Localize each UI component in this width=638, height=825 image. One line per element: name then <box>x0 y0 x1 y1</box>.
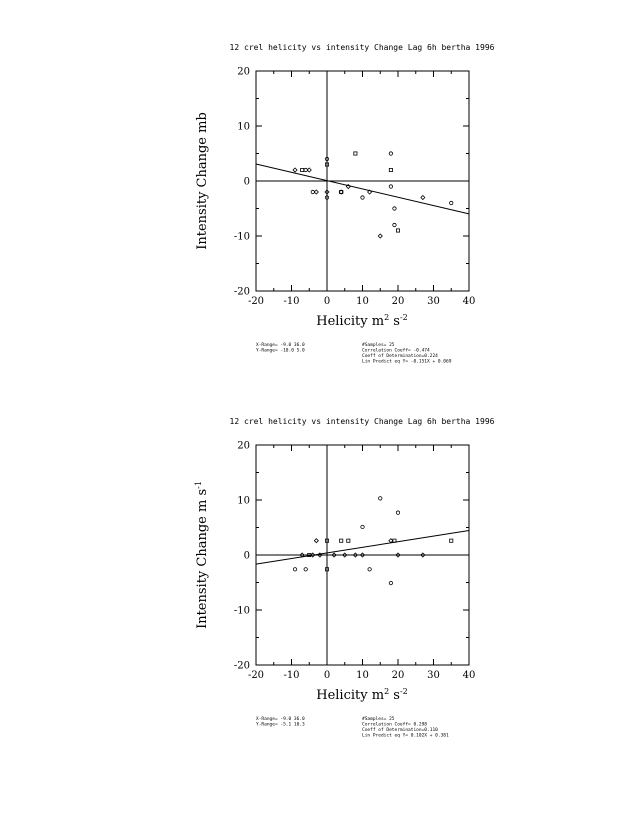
chart-1-regression-line <box>256 164 469 214</box>
chart-1-y-tick-label: -10 <box>233 231 250 243</box>
chart-1-x-axis-title <box>316 313 408 329</box>
chart-1-data-point <box>393 207 396 210</box>
chart-2-x-tick-label: 20 <box>391 670 405 681</box>
chart-1-x-tick-label: 40 <box>462 296 476 307</box>
chart-2-ylabel: Intensity Change m s <box>195 488 210 629</box>
chart-1-data-point <box>389 168 392 171</box>
chart-1-x-tick-label: 20 <box>391 296 405 307</box>
chart-1-x-tick-label: -10 <box>283 296 300 307</box>
chart-1-stats-right-line: #Samples= 25 <box>362 343 395 348</box>
chart-2-stats-left-line: Y-Range= -5.1 10.3 <box>256 722 305 728</box>
chart-1-y-tick-label: 0 <box>243 176 250 188</box>
chart-2-y-tick-label: -20 <box>233 660 250 672</box>
chart-1-xunit-exp1: 2 <box>384 313 390 322</box>
chart-1 <box>195 43 495 365</box>
chart-1-stats-right-line: Lin Predict eq Y= -0.151X + 0.069 <box>362 359 452 365</box>
chart-2-y-tick-label: 20 <box>237 440 250 452</box>
chart-1-y-tick-label: 20 <box>237 66 250 78</box>
chart-2-data-point <box>389 581 392 584</box>
chart-1-y-axis-title <box>195 112 210 250</box>
chart-2-data-point <box>314 539 318 543</box>
chart-2-data-point <box>368 568 371 571</box>
chart-2-data-point <box>450 539 453 542</box>
chart-1-data-point <box>378 234 382 238</box>
chart-2-stats-left-line: X-Range= -9.0 36.0 <box>256 717 305 722</box>
chart-1-y-tick-label: -20 <box>233 286 250 298</box>
chart-1-data-point <box>307 168 311 172</box>
chart-1-data-point <box>354 152 357 155</box>
chart-2-x-tick-label: -10 <box>283 670 300 681</box>
chart-1-data-point <box>393 223 396 226</box>
chart-1-xunit-mid: s <box>389 314 400 329</box>
chart-1-data-point <box>361 196 364 199</box>
chart-2-x-axis-title <box>316 687 408 703</box>
chart-1-data-point <box>293 168 297 172</box>
chart-2-x-tick-label: 0 <box>323 670 331 681</box>
chart-1-data-point <box>389 185 392 188</box>
chart-2-stats-right-line: Lin Predict eq Y= 0.102X + 0.381 <box>362 733 449 739</box>
chart-2-data-point <box>340 539 343 542</box>
chart-2-xlabel: Helicity <box>316 688 368 703</box>
chart-2-x-tick-label: -20 <box>247 670 265 681</box>
chart-2-xunit-exp2: -2 <box>399 687 408 696</box>
chart-2-data-point <box>379 497 382 500</box>
chart-1-x-tick-label: 30 <box>427 296 440 307</box>
chart-1-xlabel: Helicity <box>316 314 368 329</box>
chart-2-x-tick-label: 40 <box>462 670 476 681</box>
chart-1-xunit-base: m <box>371 314 385 329</box>
chart-1-data-point <box>314 190 318 194</box>
chart-1-stats-right-line: Correlation Coeff= -0.474 <box>362 348 430 354</box>
chart-2-data-point <box>347 539 350 542</box>
chart-2-xunit-base: m <box>371 688 385 703</box>
chart-2-data-point <box>361 525 364 528</box>
chart-2-stats-right-line: Correlation Coeff= 0.298 <box>362 722 428 728</box>
chart-2-data-point <box>304 568 307 571</box>
chart-1-title: 12 crel helicity vs intensity Change Lag 6h bertha 1996 <box>229 43 495 52</box>
chart-2-xunit-exp1: 2 <box>384 687 390 696</box>
chart-2-ylabel-exp: -1 <box>194 481 203 489</box>
chart-2-regression-line <box>256 530 469 564</box>
chart-1-data-point <box>421 196 425 200</box>
chart-1-y-tick-label: 10 <box>237 121 250 133</box>
chart-1-data-point <box>301 168 304 171</box>
chart-1-xunit-exp2: -2 <box>399 313 408 322</box>
chart-2-data-point <box>396 511 399 514</box>
chart-2 <box>194 417 495 739</box>
chart-1-x-tick-label: -20 <box>247 296 265 307</box>
chart-1-stats-left-line: X-Range= -9.0 36.0 <box>256 343 305 348</box>
chart-2-stats-right-line: Coeff of Determination=0.110 <box>362 728 438 733</box>
chart-2-y-tick-label: 10 <box>237 495 250 507</box>
chart-1-x-tick-label: 0 <box>323 296 331 307</box>
chart-2-y-tick-label: 0 <box>243 550 250 562</box>
chart-1-data-point <box>450 201 453 204</box>
chart-2-data-point <box>293 568 296 571</box>
chart-1-stats-left-line: Y-Range= -10.0 5.0 <box>256 348 305 354</box>
chart-1-stats-right-line: Coeff of Determination=0.224 <box>362 354 438 359</box>
chart-2-title: 12 crel helicity vs intensity Change Lag 6h bertha 1996 <box>229 417 495 426</box>
chart-2-x-tick-label: 10 <box>356 670 369 681</box>
chart-1-ylabel: Intensity Change mb <box>195 112 210 250</box>
chart-2-y-axis-title <box>194 481 210 629</box>
chart-1-data-point <box>389 152 392 155</box>
chart-1-data-point <box>396 229 399 232</box>
chart-2-x-tick-label: 30 <box>427 670 440 681</box>
chart-2-y-tick-label: -10 <box>233 605 250 617</box>
chart-2-stats-right-line: #Samples= 25 <box>362 717 395 722</box>
chart-2-xunit-mid: s <box>389 688 400 703</box>
chart-1-x-tick-label: 10 <box>356 296 369 307</box>
